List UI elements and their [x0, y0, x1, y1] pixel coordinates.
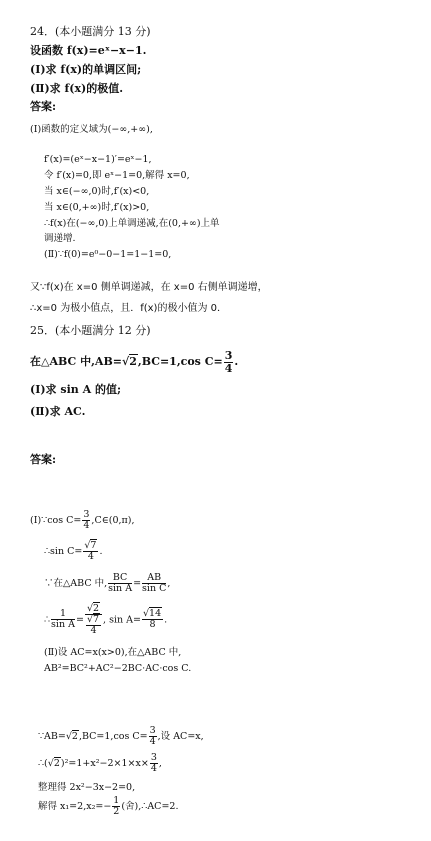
sqrt-sign: √: [84, 540, 91, 551]
fraction: [142, 573, 166, 594]
fraction-numerator: AB: [142, 573, 166, 584]
solution-text: .: [99, 545, 103, 557]
q25-solution-line: [38, 753, 162, 774]
solution-text: ,设 AC=x,: [157, 730, 204, 742]
q25-solution-line: [38, 726, 204, 747]
solution-text: ∴: [44, 614, 51, 626]
q24-solution-line: ∴f(x)在(−∞,0)上单调递减,在(0,+∞)上单: [44, 218, 220, 229]
fraction-denominator: 4: [149, 735, 156, 747]
radicand: 7: [90, 540, 97, 551]
q25-stem-text: .: [234, 355, 239, 369]
q24-answer-label: 答案:: [30, 100, 57, 113]
q24-solution-line: 调递增.: [44, 233, 76, 244]
fraction-denominator: 4: [87, 550, 94, 562]
q25-solution-line: [30, 510, 134, 531]
solution-text: ,: [167, 577, 171, 589]
solution-text: 解得 x₁=2,x₂=−: [38, 800, 112, 812]
sqrt-sign: √: [86, 613, 93, 625]
fraction: [112, 796, 120, 817]
q25-stem-fraction: [224, 350, 234, 374]
solution-text: =: [133, 577, 142, 589]
q25-solution-line: [44, 541, 102, 562]
q24-solution-line: 令 f′(x)=0,即 eˣ−1=0,解得 x=0,: [44, 170, 190, 181]
q25-header: 25．(本小题满分 12 分): [30, 324, 151, 337]
fraction-denominator: 8: [149, 619, 156, 631]
q25-stem-radicand: 2: [129, 355, 137, 369]
fraction: [51, 609, 75, 630]
q24-header: 24．(本小题满分 13 分): [30, 25, 151, 38]
solution-text: ∵AB=: [38, 730, 66, 742]
sqrt-sign: √: [142, 608, 150, 620]
sqrt-sign: √: [65, 730, 72, 742]
fraction-numerator: BC: [108, 573, 132, 584]
fraction-denominator: [85, 615, 102, 636]
q24-solution-line: (Ⅱ)∵f(0)=e⁰−0−1=1−1=0,: [44, 249, 172, 260]
fraction: [142, 609, 163, 630]
fraction-denominator: sin C: [142, 582, 167, 594]
radicand: 2: [71, 730, 78, 742]
q25-solution-line: [44, 604, 167, 636]
fraction-numerator: 3: [150, 752, 157, 763]
solution-text: )²=1+x²−2×1×x×: [60, 757, 149, 769]
q24-solution-line: 当 x∈(−∞,0)时,f′(x)<0,: [44, 186, 150, 197]
fraction-numerator: 3: [224, 349, 233, 362]
sqrt-sign: √: [121, 355, 130, 369]
q25-stem-text: ,BC=1,cos C=: [137, 355, 223, 369]
solution-text: (舍),∴AC=2.: [121, 800, 179, 812]
sqrt-sign: √: [47, 757, 54, 769]
solution-text: ∴(: [38, 757, 48, 769]
radicand: 2: [53, 757, 60, 769]
solution-text: ,: [158, 757, 162, 769]
q24-stem: 设函数 f(x)=eˣ−x−1.: [30, 44, 147, 57]
radicand: 7: [93, 613, 100, 625]
q25-part1: (Ⅰ)求 sin A 的值;: [30, 383, 122, 396]
solution-text: ,BC=1,cos C=: [78, 730, 148, 742]
inner-fraction: [86, 615, 101, 636]
solution-text: ∵在△ABC 中,: [44, 577, 108, 589]
compound-fraction: [85, 604, 102, 636]
q25-stem-text: 在△ABC 中,AB=: [30, 355, 122, 369]
solution-text: (Ⅰ)∵cos C=: [30, 514, 82, 526]
q24-part2: (Ⅱ)求 f(x)的极值.: [30, 82, 124, 95]
q25-solution-line: [38, 796, 178, 817]
solution-text: ∴sin C=: [44, 545, 83, 557]
q24-solution-line: f′(x)=(eˣ−x−1)′=eˣ−1,: [44, 154, 152, 165]
solution-text: ,C∈(0,π),: [91, 514, 135, 526]
fraction-denominator: sin A: [108, 582, 133, 594]
radicand: 14: [149, 608, 162, 620]
fraction-denominator: 4: [150, 762, 157, 774]
fraction-denominator: 4: [90, 624, 97, 636]
q24-solution-line: 当 x∈(0,+∞)时,f′(x)>0,: [44, 202, 150, 213]
q25-solution-line: (Ⅱ)设 AC=x(x>0),在△ABC 中,: [44, 647, 182, 658]
fraction-numerator: 1: [51, 609, 75, 620]
q24-note2: ∴x=0 为极小值点，且．f(x)的极小值为 0．: [30, 303, 227, 314]
solution-text: , sin A=: [103, 614, 141, 626]
fraction-numerator: 1: [113, 795, 120, 806]
fraction-numerator: 3: [83, 509, 90, 520]
radicand: 2: [93, 603, 100, 614]
fraction: [150, 753, 158, 774]
q24-solution-line: (Ⅰ)函数的定义域为(−∞,+∞),: [30, 124, 153, 135]
fraction: [149, 726, 157, 747]
q24-note1: 又∵f(x)在 x=0 侧单调递减，在 x=0 右侧单调递增，: [30, 282, 268, 293]
fraction: [82, 510, 90, 531]
fraction-denominator: 2: [113, 805, 120, 817]
q25-stem: [30, 350, 238, 374]
q25-solution-line: AB²=BC²+AC²−2BC·AC·cos C.: [44, 663, 192, 674]
fraction: [108, 573, 132, 594]
fraction-denominator: sin A: [51, 619, 75, 631]
fraction-denominator: 4: [83, 519, 90, 531]
fraction: [83, 541, 98, 562]
q25-solution-line: 整理得 2x²−3x−2=0,: [38, 782, 136, 793]
fraction-denominator: 4: [224, 361, 233, 375]
solution-text: =: [75, 614, 84, 626]
q25-answer-label: 答案:: [30, 453, 57, 466]
q24-part1: (Ⅰ)求 f(x)的单调区间;: [30, 63, 142, 76]
sqrt-sign: √: [86, 603, 93, 614]
q25-solution-line: [44, 573, 170, 594]
q25-part2: (Ⅱ)求 AC.: [30, 405, 86, 418]
fraction-numerator: 3: [149, 725, 156, 736]
solution-text: .: [164, 614, 168, 626]
